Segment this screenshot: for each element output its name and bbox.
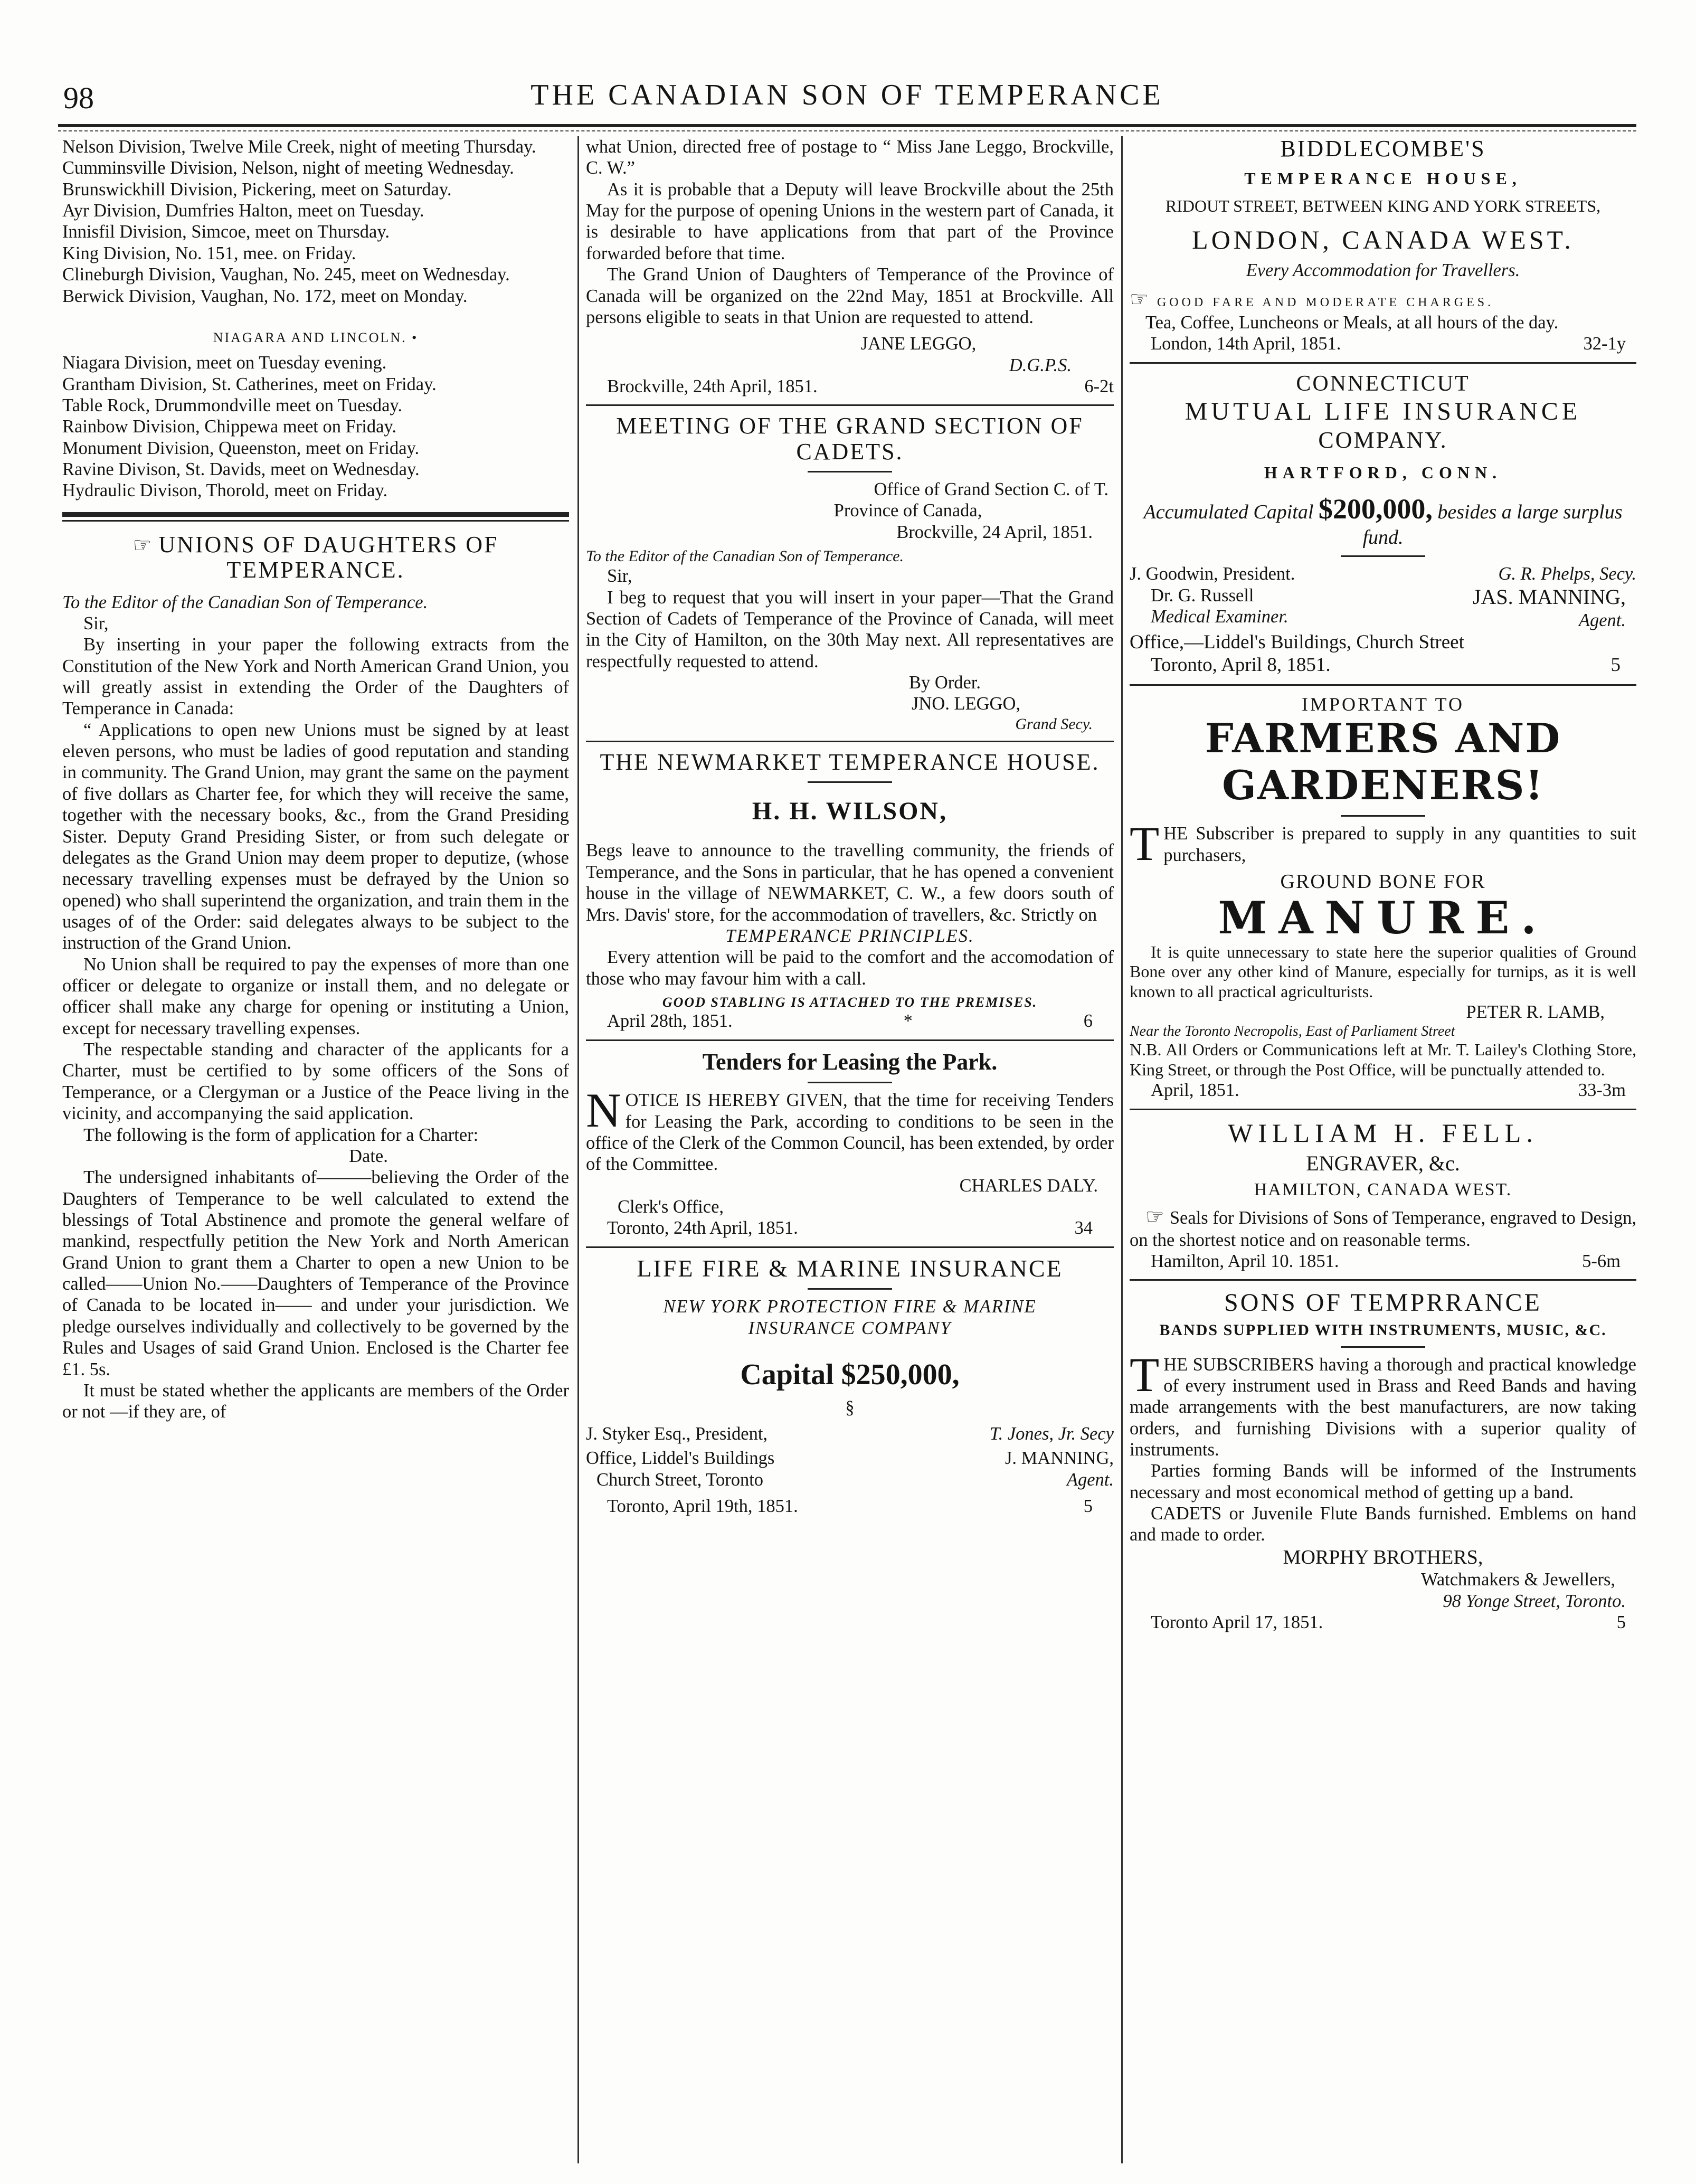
fell-trade: ENGRAVER, &c. — [1306, 1151, 1460, 1176]
biddlecombe-street: RIDOUT STREET, BETWEEN KING AND YORK STREETS, — [1165, 196, 1601, 215]
column-1 — [62, 136, 569, 2174]
newmarket-stabling: GOOD STABLING IS ATTACHED TO THE PREMISES. — [662, 994, 1038, 1010]
tenders-signature: CHARLES DALY. — [959, 1175, 1098, 1196]
life-agent-title: Agent. — [1066, 1469, 1114, 1490]
fell-city: HAMILTON, CANADA WEST. — [1254, 1179, 1512, 1199]
farmers-ground-bone: GROUND BONE FOR — [1280, 871, 1486, 893]
farmers-manure: MANURE. — [1218, 891, 1548, 944]
divider — [586, 1246, 1114, 1248]
farmers-paragraph: It is quite unnecessary to state here the superior qualities of Ground Bone over any other kind of Manure, especially for turnips, as it is well known to all practical agriculturists. — [1130, 942, 1636, 1001]
list-item: Ravine Divison, St. Davids, meet on Wednesday. — [62, 459, 420, 480]
fell-dateline: Hamilton, April 10. 1851. 5-6m — [1151, 1251, 1621, 1271]
meeting-heading: MEETING OF THE GRAND SECTION OF CADETS. — [616, 413, 1084, 465]
unions-salutation-to: To the Editor of the Canadian Son of Temperance. — [62, 592, 428, 612]
bands-trade: Watchmakers & Jewellers, — [1421, 1570, 1615, 1590]
farmers-paragraph: N.B. All Orders or Communications left at Mr. T. Lailey's Clothing Store, King Street, or through the Post Office, will be punctually attended to. — [1130, 1040, 1636, 1079]
drop-cap: N — [586, 1083, 621, 1138]
newmarket-proprietor: H. H. WILSON, — [752, 797, 948, 826]
bands-dateline: Toronto April 17, 1851. 5 — [1151, 1612, 1626, 1632]
life-office: Church Street, Toronto — [596, 1469, 764, 1490]
drop-cap: T — [1130, 817, 1160, 871]
masthead: THE CANADIAN SON OF TEMPERANCE — [530, 79, 1164, 111]
newmarket-heading: THE NEWMARKET TEMPERANCE HOUSE. — [600, 749, 1100, 775]
list-item: Cumminsville Division, Nelson, night of meeting Wednesday. — [62, 158, 514, 178]
connecticut-office: Office,—Liddel's Buildings, Church Street — [1130, 631, 1464, 653]
fell-heading: WILLIAM H. FELL. — [1228, 1118, 1538, 1148]
connecticut-heading: CONNECTICUT — [1296, 371, 1470, 396]
farmers-signature: PETER R. LAMB, — [1466, 1002, 1605, 1023]
unions-paragraph: It must be stated whether the applicants are members of the Order or not —if they are, of — [62, 1380, 569, 1422]
page-number: 98 — [63, 81, 94, 115]
biddlecombe-heading: BIDDLECOMBE'S — [1280, 136, 1486, 162]
division-list-1 — [62, 136, 569, 307]
cont-paragraph: The Grand Union of Daughters of Temperance of the Province of Canada will be organized on the 22nd May, 1851 at Brockville. All persons eligible to seats in that Union are requested to attend. — [586, 264, 1114, 327]
biddlecombe-dateline: London, 14th April, 1851. 32-1y — [1151, 334, 1626, 354]
list-item: Rainbow Division, Chippewa meet on Friday. — [62, 417, 397, 437]
list-item: Clineburgh Division, Vaughan, No. 245, meet on Wednesday. — [62, 264, 510, 285]
connecticut-capital: Accumulated Capital $200,000, besides a large surplus fund. — [1143, 493, 1623, 549]
meeting-signature: JNO. LEGGO, — [911, 694, 1021, 714]
unions-paragraph: The following is the form of application for a Charter: — [83, 1124, 479, 1145]
newmarket-principles: TEMPERANCE PRINCIPLES. — [725, 925, 974, 946]
tenders-dateline: Toronto, 24th April, 1851. 34 — [607, 1218, 1093, 1238]
farmers-heading: FARMERS AND GARDENERS! — [1205, 714, 1561, 809]
tenders-heading: Tenders for Leasing the Park. — [702, 1048, 998, 1075]
pointing-hand-icon: ☞ — [1145, 1204, 1164, 1228]
connecticut-agent: JAS. MANNING, — [1472, 584, 1626, 609]
column-divider-2 — [1121, 136, 1123, 2163]
list-item: Grantham Division, St. Catherines, meet on Friday. — [62, 374, 437, 394]
farmers-address: Near the Toronto Necropolis, East of Parliament Street — [1130, 1023, 1455, 1039]
connecticut-officers: J. Goodwin, President. G. R. Phelps, Secy. — [1130, 564, 1636, 584]
cont-signature-title: D.G.P.S. — [1009, 355, 1072, 375]
divider — [586, 1039, 1114, 1041]
column-3 — [1130, 136, 1636, 2174]
bands-heading: SONS OF TEMPRRANCE — [1224, 1289, 1542, 1317]
divider — [1130, 1279, 1636, 1281]
biddlecombe-accommodation: Every Accommodation for Travellers. — [1246, 260, 1520, 280]
meeting-sir: Sir, — [607, 566, 632, 587]
meeting-by-order: By Order. — [908, 673, 981, 693]
list-item: King Division, No. 151, mee. on Friday. — [62, 243, 356, 263]
unions-paragraph: “ Applications to open new Unions must be signed by at least eleven persons, who must be ladies of good reputation and standing in community. The Grand Union, may grant the same on the payment of five dollars as Charter fee, for which they will receive the same, together with the necessary books, &c., from the Grand Presiding Sister. Deputy Grand Presiding Sister, or from such delegate or delegates as the Grand Union may deem proper to deputize, (whose necessary travelling expenses must be defrayed by the Union so opened) who shall superintend the organization, and train them in the usages of of the Order: said delegates always to be subject to the instruction of the Grand Union. — [62, 720, 569, 953]
unions-heading: ☞ UNIONS OF DAUGHTERS OF TEMPERANCE. — [132, 531, 499, 583]
meeting-office: Brockville, 24 April, 1851. — [896, 522, 1093, 542]
divider — [586, 404, 1114, 406]
page-header — [58, 78, 1636, 127]
connecticut-city: HARTFORD, CONN. — [1264, 463, 1502, 483]
newmarket-paragraph: Every attention will be paid to the comfort and the accomodation of those who may favour him with a call. — [586, 947, 1114, 989]
farmers-paragraph: THE Subscriber is prepared to supply in any quantities to suit purchasers, — [1130, 817, 1636, 871]
connecticut-examiner: Dr. G. Russell — [1151, 585, 1254, 606]
connecticut-heading: COMPANY. — [1318, 427, 1448, 453]
list-item: Hydraulic Divison, Thorold, meet on Friday. — [62, 480, 388, 501]
biddlecombe-paragraph: Tea, Coffee, Luncheons or Meals, at all hours of the day. — [1145, 312, 1559, 333]
cont-paragraph: As it is probable that a Deputy will leave Brockville about the 25th May for the purpose of opening Unions in the western part of Canada, it is desirable to have applications from that part of the Province forwarded before that time. — [586, 179, 1114, 263]
header-rule-dashed — [58, 130, 1636, 131]
bands-paragraph: CADETS or Juvenile Flute Bands furnished. Emblems on hand and made to order. — [1130, 1504, 1636, 1545]
meeting-office: Province of Canada, — [833, 500, 982, 521]
unions-date: Date. — [349, 1146, 388, 1166]
fell-paragraph: ☞ Seals for Divisions of Sons of Temperance, engraved to Design, on the shortest notice and on reasonable terms. — [1130, 1204, 1636, 1250]
newmarket-paragraph: Begs leave to announce to the travelling community, the friends of Temperance, and the Sons in particular, that he has opened a convenient house in the village of NEWMARKET, C. W., a few doors south of Mrs. Davis' store, for the accommodation of travellers, &c. Strictly on — [586, 840, 1114, 925]
list-item: Brunswickhill Division, Pickering, meet on Saturday. — [62, 179, 452, 200]
bands-paragraph: THE SUBSCRIBERS having a thorough and practical knowledge of every instrument used in Brass and Reed Bands and having made arrangements with the best manufacturers, are now taking orders, and furnishing Divisions with a superior quality of instruments. — [1130, 1347, 1636, 1460]
division-list-2 — [62, 352, 569, 502]
meeting-salutation-to: To the Editor of the Canadian Son of Temperance. — [586, 547, 904, 565]
drop-cap: T — [1130, 1347, 1160, 1402]
cont-dateline: Brockville, 24th April, 1851. 6-2t — [607, 376, 1114, 396]
bands-subheading: BANDS SUPPLIED WITH INSTRUMENTS, MUSIC, &C. — [1159, 1321, 1607, 1339]
cont-paragraph: what Union, directed free of postage to “ Miss Jane Leggo, Brockville, C. W.” — [586, 137, 1114, 178]
list-item: Niagara Division, meet on Tuesday evening. — [62, 353, 387, 373]
connecticut-examiner-agent — [1130, 585, 1636, 631]
list-item: Ayr Division, Dumfries Halton, meet on Tuesday. — [62, 201, 424, 221]
biddlecombe-subheading: TEMPERANCE HOUSE, — [1244, 169, 1522, 188]
header-rule — [58, 124, 1636, 127]
divider — [1130, 684, 1636, 686]
column-divider-1 — [577, 136, 579, 2163]
list-item: Berwick Division, Vaughan, No. 172, meet on Monday. — [62, 286, 468, 306]
unions-paragraph: The undersigned inhabitants of———believing the Order of the Daughters of Temperance to be well calculated to extend the blessings of Total Abstinence and promote the general welfare of mankind, respectfully petition the New York and North American Grand Union to grant them a Charter to open a new Union to be called——Union No.——Daughters of Temperance of the Province of Canada to be located in—— and under your jurisdiction. We pledge ourselves individually and collectively to be governed by the Rules and Usages of said Grand Union. Enclosed is the Charter fee £1. 5s. — [62, 1167, 569, 1379]
meeting-paragraph: I beg to request that you will insert in your paper—That the Grand Section of Cadets of Temperance of the Province of Canada, will meet in the City of Hamilton, on the 30th May next. All representatives are respectfully requested to attend. — [586, 587, 1114, 672]
biddlecombe-city: LONDON, CANADA WEST. — [1192, 225, 1574, 255]
farmers-important: IMPORTANT TO — [1302, 693, 1464, 715]
unions-sir: Sir, — [83, 613, 109, 634]
cont-signature: JANE LEGGO, — [860, 334, 977, 354]
list-item: Monument Division, Queenston, meet on Friday. — [62, 438, 420, 458]
pointing-hand-icon: ☞ — [132, 533, 154, 557]
list-item: Innisfil Division, Simcoe, meet on Thursday. — [62, 222, 390, 242]
connecticut-heading: MUTUAL LIFE INSURANCE — [1185, 397, 1581, 426]
life-heading: LIFE FIRE & MARINE INSURANCE — [637, 1254, 1063, 1282]
life-flourish: § — [845, 1397, 855, 1417]
life-capital: Capital $250,000, — [740, 1358, 960, 1391]
life-company: NEW YORK PROTECTION FIRE & MARINE INSURANCE COMPANY — [663, 1297, 1037, 1338]
unions-paragraph: No Union shall be required to pay the expenses of more than one officer or delegate to organize or install them, and no delegate or officer shall make any charge for opening or instituting a Union, except for necessary travelling expenses. — [62, 954, 569, 1038]
list-item: Nelson Division, Twelve Mile Creek, night of meeting Thursday. — [62, 137, 536, 157]
connecticut-examiner-title: Medical Examiner. — [1151, 607, 1288, 627]
life-agent-name: J. MANNING, — [1005, 1448, 1114, 1469]
life-office: Office, Liddel's Buildings — [586, 1448, 775, 1469]
column-2 — [586, 136, 1114, 2174]
section-heading-niagara: NIAGARA AND LINCOLN. • — [213, 329, 419, 345]
connecticut-dateline: Toronto, April 8, 1851. 5 — [1151, 654, 1621, 676]
newmarket-dateline: April 28th, 1851. * 6 — [607, 1011, 1093, 1032]
farmers-dateline: April, 1851. 33-3m — [1151, 1080, 1626, 1101]
unions-paragraph: The respectable standing and character of the applicants for a Charter, must be certified to by some officers of the Sons of Temperance, or a Clergyman or a Justice of the Peace living in the vicinity, and accompanying the said application. — [62, 1039, 569, 1124]
unions-paragraph: By inserting in your paper the following extracts from the Constitution of the New York and North American Grand Union, you will greatly assist in extending the Order of the Daughters of Temperance in Canada: — [62, 635, 569, 719]
life-officers: J. Styker Esq., President, T. Jones, Jr. Secy — [586, 1423, 1114, 1444]
meeting-office: Office of Grand Section C. of T. — [874, 479, 1108, 500]
life-dateline: Toronto, April 19th, 1851. 5 — [607, 1496, 1093, 1516]
connecticut-agent-title: Agent. — [1578, 610, 1626, 630]
divider — [1130, 1109, 1636, 1110]
divider — [586, 741, 1114, 742]
biddlecombe-fare: ☞ GOOD FARE AND MODERATE CHARGES. — [1130, 287, 1494, 311]
tenders-office: Clerk's Office, — [618, 1196, 724, 1217]
meeting-signature-title: Grand Secy. — [1015, 715, 1093, 733]
bands-address: 98 Yonge Street, Toronto. — [1443, 1591, 1626, 1611]
list-item: Table Rock, Drummondville meet on Tuesday. — [62, 395, 403, 415]
bands-signature: MORPHY BROTHERS, — [1283, 1546, 1483, 1568]
life-office-agent — [586, 1448, 1114, 1490]
divider — [1130, 362, 1636, 364]
pointing-hand-icon: ☞ — [1130, 287, 1152, 311]
bands-paragraph: Parties forming Bands will be informed of the Instruments necessary and most economical method of getting up a band. — [1130, 1461, 1636, 1502]
double-rule — [62, 512, 569, 517]
tenders-paragraph: NOTICE IS HEREBY GIVEN, that the time for receiving Tenders for Leasing the Park, according to conditions to be seen in the office of the Clerk of the Common Council, has been extended, by order of the Committee. — [586, 1083, 1114, 1175]
